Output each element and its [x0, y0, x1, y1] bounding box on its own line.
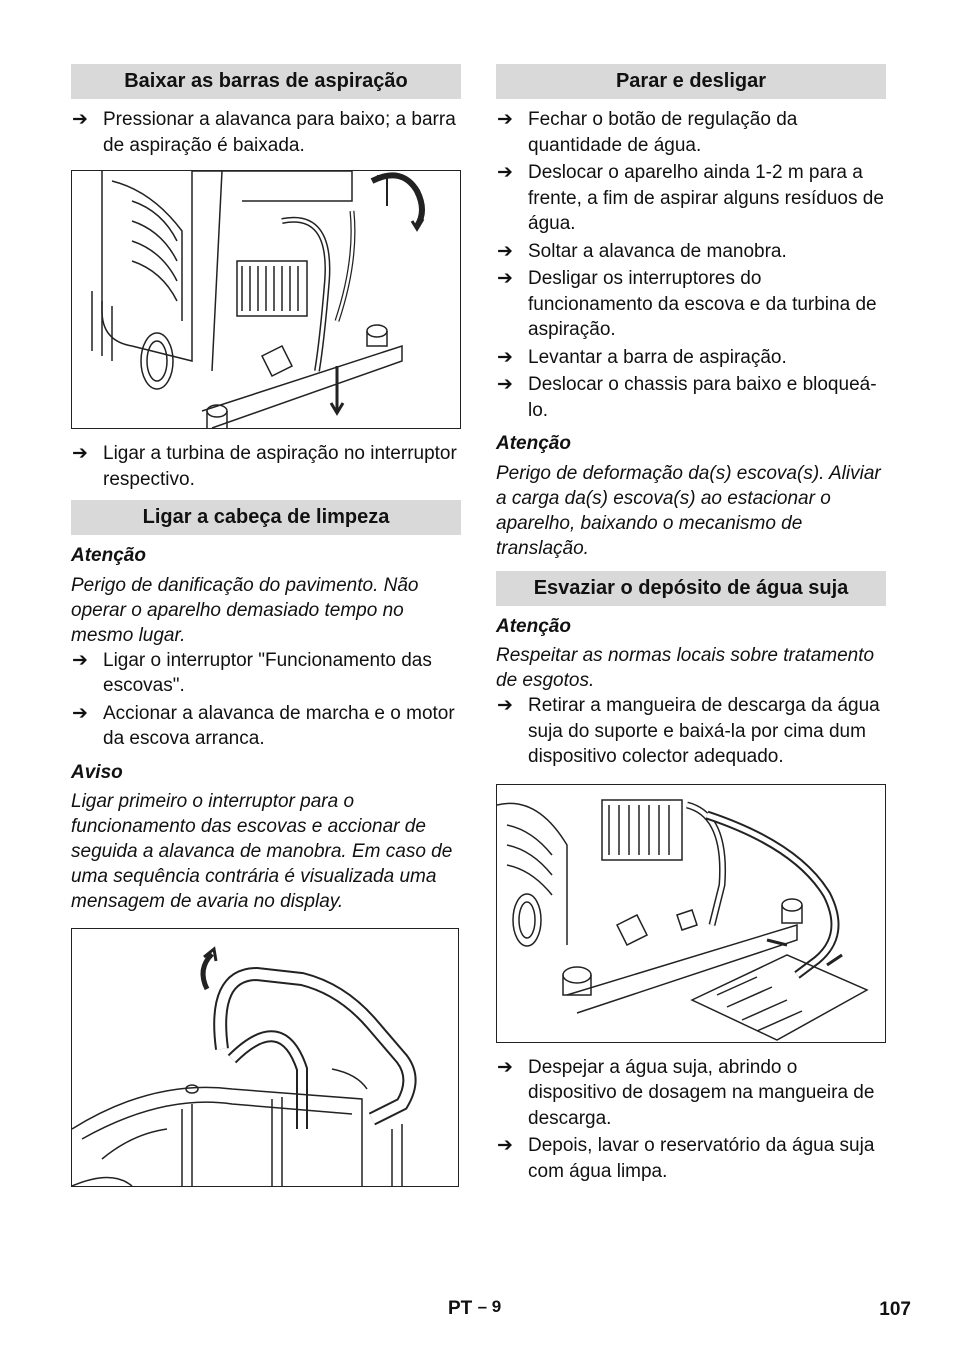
step-text: Pressionar a alavanca para baixo; a barra de aspiração é baixada. — [103, 109, 456, 156]
footer-section-label — [448, 1297, 501, 1320]
step-item — [71, 648, 461, 699]
arrow-right-icon: ➔ — [497, 346, 513, 368]
step-text: Soltar a alavanca de manobra. — [528, 240, 787, 262]
machine-handle-drawing — [72, 929, 458, 1186]
section-title-lower-squeegee: Baixar as barras de aspiração — [71, 64, 461, 99]
notice-label: Aviso — [71, 761, 123, 783]
illustration-travel-lever — [71, 928, 459, 1187]
left-column — [71, 64, 461, 1199]
step-text: Retirar a mangueira de descarga da água suja do suporte e baixá-la por cima dum dispositivo colector adequado. — [528, 695, 880, 767]
step-text: Fechar o botão de regulação da quantidade de água. — [528, 109, 798, 156]
arrow-right-icon: ➔ — [72, 649, 88, 671]
arrow-right-icon: ➔ — [497, 162, 513, 183]
footer-section-page: – 9 — [477, 1297, 502, 1316]
step-text: Desligar os interruptores do funcionamento da escova e da turbina de aspiração. — [528, 268, 877, 340]
step-item — [496, 107, 886, 158]
step-text: Despejar a água suja, abrindo o dispositivo de dosagem na mangueira de descarga. — [528, 1056, 875, 1129]
step-text: Levantar a barra de aspiração. — [528, 346, 787, 368]
step-item — [496, 1055, 886, 1132]
attention-text: Perigo de deformação da(s) escova(s). Aliviar a carga da(s) escova(s) ao estacionar o aparelho, baixando o mecanismo de translação. — [496, 462, 881, 559]
step-item — [71, 701, 461, 752]
arrow-right-icon: ➔ — [497, 1135, 513, 1156]
section-title-switch-on-brush-head: Ligar a cabeça de limpeza — [71, 500, 461, 535]
attention-text: Respeitar as normas locais sobre tratamento de esgotos. — [496, 645, 875, 691]
step-text: Deslocar o chassis para baixo e bloqueá-lo. — [528, 374, 877, 421]
step-item — [496, 1133, 886, 1184]
footer-lang: PT — [448, 1298, 473, 1319]
arrow-right-icon: ➔ — [72, 443, 88, 464]
arrow-right-icon: ➔ — [72, 109, 88, 130]
arrow-right-icon: ➔ — [497, 109, 513, 130]
arrow-right-icon: ➔ — [72, 702, 88, 724]
attention-label: Atenção — [496, 615, 571, 637]
step-text: Depois, lavar o reservatório da água suja com água limpa. — [528, 1135, 875, 1182]
step-item — [71, 107, 461, 158]
notice-text: Ligar primeiro o interruptor para o funcionamento das escovas e accionar de seguida a alavanca de manobra. Em caso de uma sequência contrária é visualizada uma mensagem de avaria no display. — [71, 791, 453, 912]
arrow-right-icon: ➔ — [497, 240, 513, 262]
machine-squeegee-drawing — [72, 171, 460, 428]
illustration-squeegee-lever — [71, 170, 461, 429]
attention-label: Atenção — [71, 545, 146, 566]
step-item — [71, 441, 461, 492]
right-column — [496, 64, 886, 1186]
step-text: Deslocar o aparelho ainda 1-2 m para a frente, a fim de aspirar alguns resíduos de água. — [528, 162, 884, 234]
step-item — [496, 693, 886, 770]
step-item — [496, 160, 886, 237]
arrow-right-icon: ➔ — [497, 374, 513, 395]
arrow-right-icon: ➔ — [497, 695, 513, 716]
step-text: Ligar o interruptor "Funcionamento das escovas". — [103, 649, 432, 696]
step-item — [496, 345, 886, 371]
step-text: Ligar a turbina de aspiração no interruptor respectivo. — [103, 443, 457, 490]
step-item — [496, 266, 886, 343]
section-title-stop-switch-off: Parar e desligar — [496, 64, 886, 99]
page-number: 107 — [879, 1299, 911, 1320]
step-item — [496, 239, 886, 265]
step-item — [496, 372, 886, 423]
arrow-right-icon: ➔ — [497, 268, 513, 289]
arrow-right-icon: ➔ — [497, 1056, 513, 1078]
attention-label: Atenção — [496, 433, 571, 454]
step-text: Accionar a alavanca de marcha e o motor da escova arranca. — [103, 702, 455, 749]
attention-text: Perigo de danificação do pavimento. Não operar o aparelho demasiado tempo no mesmo lugar. — [71, 574, 419, 646]
illustration-drain-hose — [496, 784, 886, 1043]
drain-hose-drawing — [497, 785, 885, 1042]
section-title-empty-dirty-water-tank: Esvaziar o depósito de água suja — [496, 571, 886, 606]
